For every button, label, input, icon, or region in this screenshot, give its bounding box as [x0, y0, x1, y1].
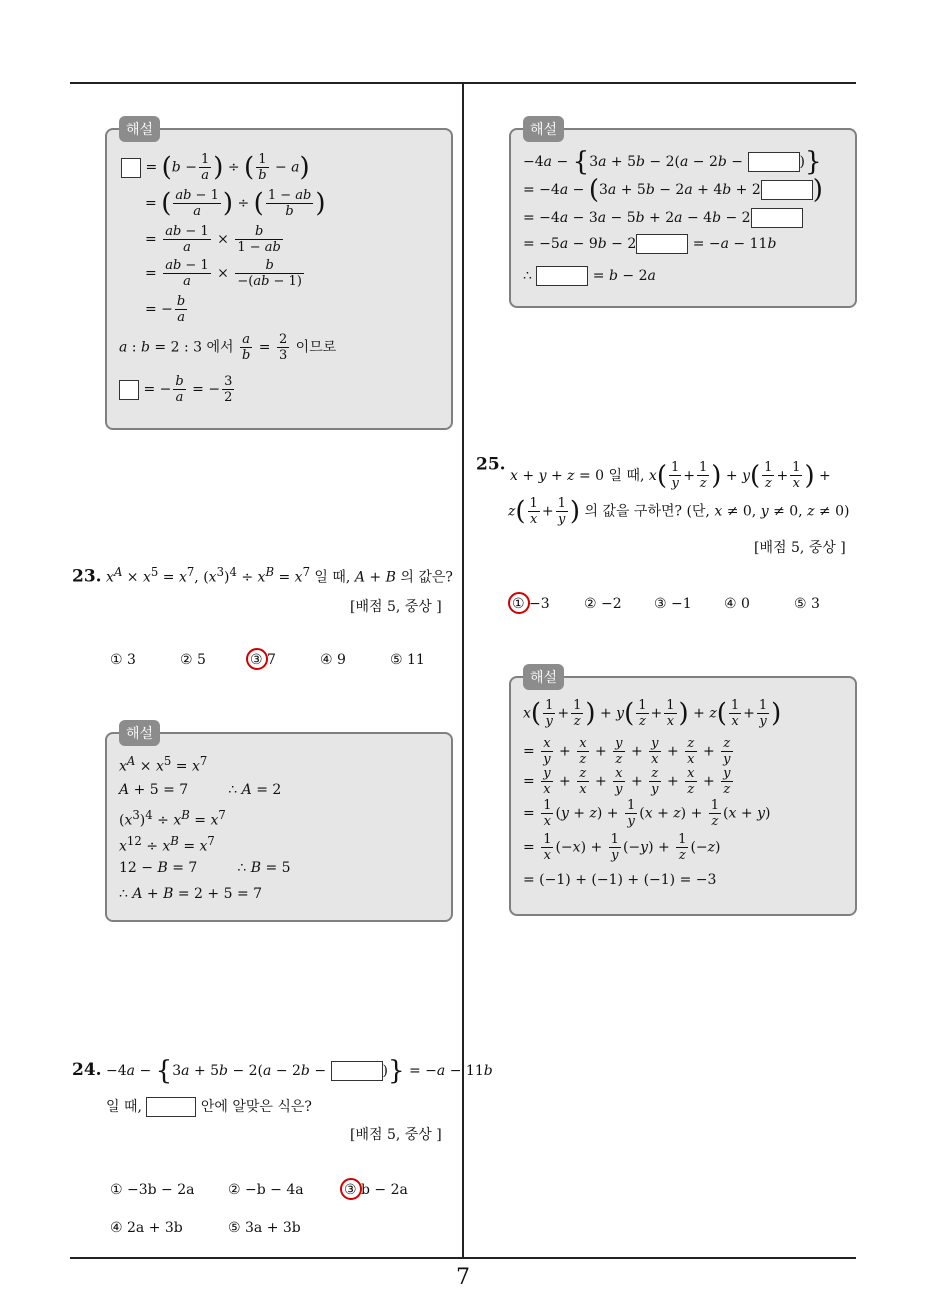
- sol24-line3: = −4a − 3a − 5b + 2a − 4b − 2: [523, 208, 803, 228]
- score-24: [배점 5, 중상 ]: [350, 1127, 442, 1143]
- sol23-line6: ∴ A + B = 2 + 5 = 7: [119, 886, 263, 902]
- solution-label: 해설: [119, 720, 160, 746]
- score-25: [배점 5, 중상 ]: [754, 540, 846, 556]
- sol22-line1: = (b − $\frac{1}{a}$ ) ÷ ( $\frac{1}{b}$ − a): [121, 152, 310, 183]
- sol24-line1: −4a − {3a + 5b − 2(a − 2b − )}: [523, 147, 822, 177]
- sol24-line5: ∴ = b − 2a: [523, 268, 656, 284]
- sol22-line4: = $\frac{ab - 1}{a}$ × $\frac{b}{-(ab - 1)}$: [145, 258, 302, 289]
- solution-box-24: [509, 122, 857, 308]
- sol24-line4: = −5a − 9b − 2 = −a − 11b: [523, 236, 777, 252]
- column-divider: [462, 84, 464, 1257]
- answer-mark-23: [246, 648, 268, 670]
- page-number: 7: [456, 1265, 470, 1290]
- choice-24-2[interactable]: ② −b − 4a: [228, 1182, 304, 1198]
- sol25-line3: = $\frac{y}{x}$ + $\frac{z}{x}$ + $\frac{x}{y}$ + $\frac{z}{y}$ + $\frac{x}{z}$ + $\frac{y}{z}$: [523, 766, 731, 797]
- choice-23-5[interactable]: ⑤ 11: [390, 652, 425, 668]
- solution-label: 해설: [523, 116, 564, 142]
- sol25-line2: = $\frac{x}{y}$ + $\frac{x}{z}$ + $\frac{y}{z}$ + $\frac{y}{x}$ + $\frac{z}{x}$ + $\frac{z}{y}$: [523, 736, 731, 767]
- question-23: 23. $x^A \times x^5 = x^7$, $(x^3)^4 \div x^B = x^7$ 일 때, A + B 의 값은?: [72, 565, 453, 587]
- sol22-line5: = − $\frac{b}{a}$: [145, 294, 186, 325]
- solution-label: 해설: [523, 664, 564, 690]
- sol25-line5: = $\frac{1}{x}$ (−x) + $\frac{1}{y}$ (−y) + $\frac{1}{z}$ (−z): [523, 832, 721, 863]
- choice-25-2[interactable]: ② −2: [584, 596, 622, 612]
- sol23-line5: 12 − B = 7 ∴ B = 5: [119, 860, 291, 876]
- solution-box-23: [105, 726, 453, 922]
- answer-mark-25: [508, 592, 530, 614]
- solution-box-22: [105, 122, 453, 430]
- choice-24-4[interactable]: ④ 2a + 3b: [110, 1220, 183, 1236]
- solution-label: 해설: [119, 116, 160, 142]
- sol23-line3: $(x^3)^4 \div x^B = x^7$: [119, 808, 226, 829]
- score-23: [배점 5, 중상 ]: [350, 599, 442, 615]
- choice-24-3[interactable]: ③ b − 2a: [344, 1182, 408, 1198]
- choice-23-4[interactable]: ④ 9: [320, 652, 346, 668]
- sol24-line2: = −4a − (3a + 5b − 2a + 4b + 2 ): [523, 175, 823, 205]
- sol23-line1: $x^A \times x^5 = x^7$: [119, 754, 208, 775]
- choice-23-1[interactable]: ① 3: [110, 652, 136, 668]
- sol23-line2: A + 5 = 7 ∴ A = 2: [119, 782, 282, 798]
- sol22-line3: = $\frac{ab - 1}{a}$ × $\frac{b}{1 - ab}$: [145, 224, 281, 255]
- choice-25-4[interactable]: ④ 0: [724, 596, 750, 612]
- choice-25-1[interactable]: ① −3: [512, 596, 550, 612]
- bottom-rule: [70, 1257, 856, 1259]
- question-24: 24. −4a − {3a + 5b − 2(a − 2b − )} = −a − 11b: [72, 1056, 493, 1086]
- choice-25-5[interactable]: ⑤ 3: [794, 596, 820, 612]
- answer-mark-24: [340, 1178, 362, 1200]
- choice-24-1[interactable]: ① −3b − 2a: [110, 1182, 195, 1198]
- question-25-line2: z( $\frac{1}{x}$ + $\frac{1}{y}$ ) 의 값을 구하면? (단, x ≠ 0, y ≠ 0, z ≠ 0): [508, 496, 850, 527]
- sol25-line4: = $\frac{1}{x}$ (y + z) + $\frac{1}{y}$ (x + z) + $\frac{1}{z}$ (x + y): [523, 798, 771, 829]
- sol25-line6: = (−1) + (−1) + (−1) = −3: [523, 872, 717, 888]
- sol23-line4: $x^{12} \div x^B = x^7$: [119, 834, 215, 855]
- sol25-line1: x( $\frac{1}{y}$ + $\frac{1}{z}$ ) + y( $\frac{1}{z}$ + $\frac{1}{x}$ ) + z( $\frac{1}{x}$ + $\frac{1}{y}$ ): [523, 698, 782, 729]
- choice-24-5[interactable]: ⑤ 3a + 3b: [228, 1220, 301, 1236]
- solution-box-25: [509, 670, 857, 916]
- sol22-line6: a : b = 2 : 3 에서 $\frac{a}{b}$ = $\frac{2}{3}$ 이므로: [119, 332, 337, 363]
- question-24-line2: 일 때, 안에 알맞은 식은?: [106, 1099, 312, 1115]
- question-25: 25. x + y + z = 0 일 때, x( $\frac{1}{y}$ + $\frac{1}{z}$ ) + y( $\frac{1}{z}$ + $\frac{1}{x}$ ) +: [476, 454, 831, 491]
- sol22-line7: = − $\frac{b}{a}$ = − $\frac{3}{2}$: [119, 374, 236, 405]
- sol22-line2: = ( $\frac{ab - 1}{a}$ ) ÷ ( $\frac{1 - ab}{b}$ ): [145, 188, 326, 219]
- choice-23-2[interactable]: ② 5: [180, 652, 206, 668]
- choice-23-3[interactable]: ③ 7: [250, 652, 276, 668]
- choice-25-3[interactable]: ③ −1: [654, 596, 692, 612]
